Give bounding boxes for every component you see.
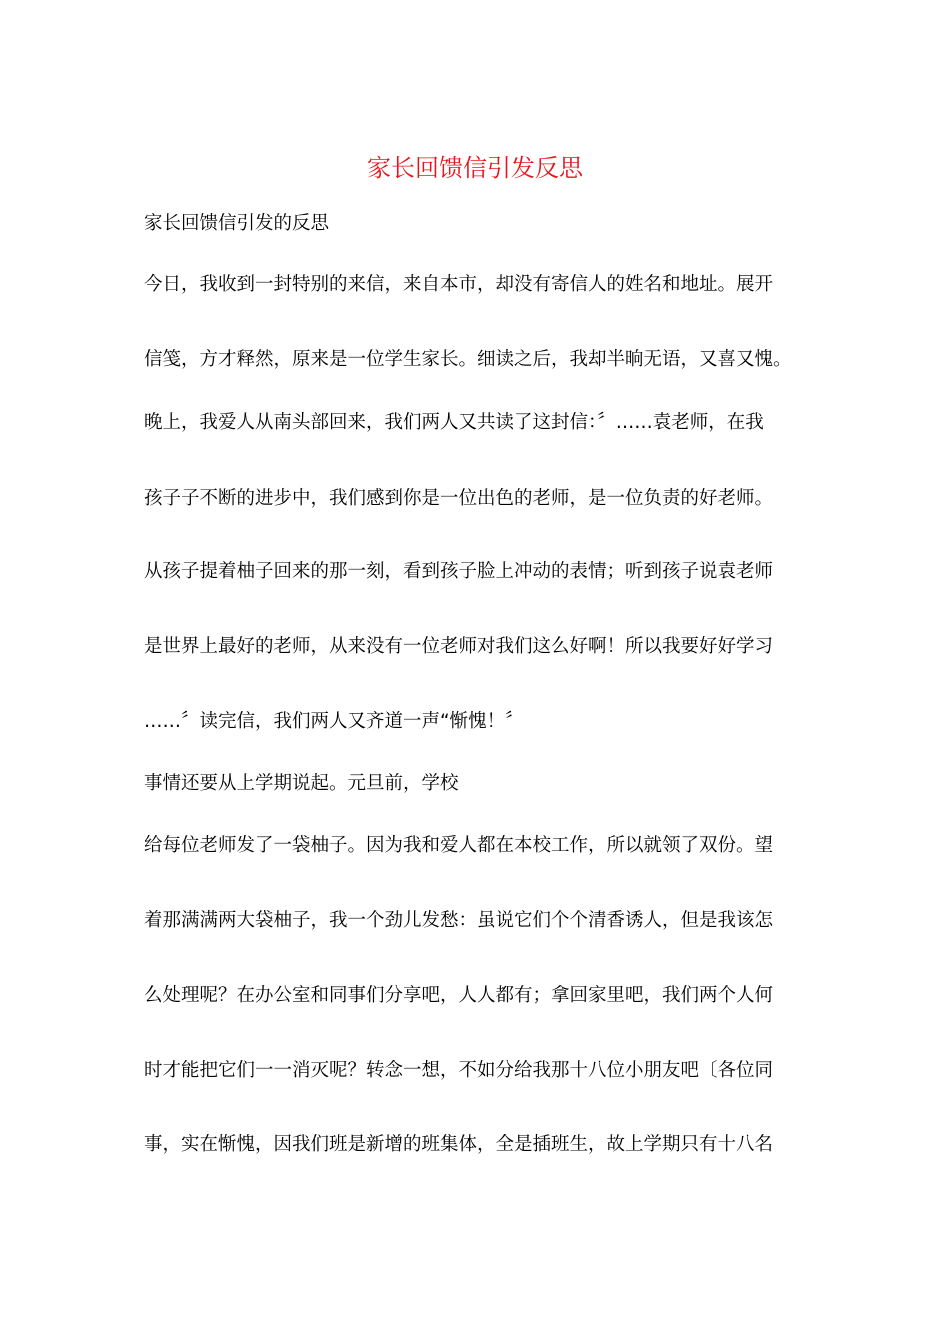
subtitle-line: 家长回馈信引发的反思	[144, 213, 330, 234]
paragraph-line: 么处理呢？在办公室和同事们分享吧，人人都有；拿回家里吧，我们两个人何	[144, 985, 774, 1006]
document-title: 家长回馈信引发反思	[367, 154, 583, 182]
paragraph-line: 时才能把它们一一消灭呢？转念一想，不如分给我那十八位小朋友吧〔各位同	[144, 1060, 774, 1081]
paragraph-line: 信笺，方才释然，原来是一位学生家长。细读之后，我却半晌无语，又喜又愧。	[144, 349, 792, 370]
paragraph-line: 事，实在惭愧，因我们班是新增的班集体，全是插班生，故上学期只有十八名	[144, 1134, 774, 1155]
paragraph-line: 给每位老师发了一袋柚子。因为我和爱人都在本校工作，所以就领了双份。望	[144, 835, 774, 856]
paragraph-line: ……〞读完信，我们两人又齐道一声“惭愧！〞	[144, 711, 524, 732]
paragraph-line: 是世界上最好的老师，从来没有一位老师对我们这么好啊！所以我要好好学习	[144, 636, 774, 657]
paragraph-line: 着那满满两大袋柚子，我一个劲儿发愁：虽说它们个个清香诱人，但是我该怎	[144, 910, 774, 931]
paragraph-line: 从孩子提着柚子回来的那一刻，看到孩子脸上冲动的表情；听到孩子说袁老师	[144, 561, 774, 582]
paragraph-line: 事情还要从上学期说起。元旦前，学校	[144, 773, 459, 794]
paragraph-line: 晚上，我爱人从南头部回来，我们两人又共读了这封信：〞……袁老师，在我	[144, 412, 764, 433]
paragraph-line: 今日，我收到一封特别的来信，来自本市，却没有寄信人的姓名和地址。展开	[144, 274, 774, 295]
paragraph-line: 孩子子不断的进步中，我们感到你是一位出色的老师，是一位负责的好老师。	[144, 488, 774, 509]
